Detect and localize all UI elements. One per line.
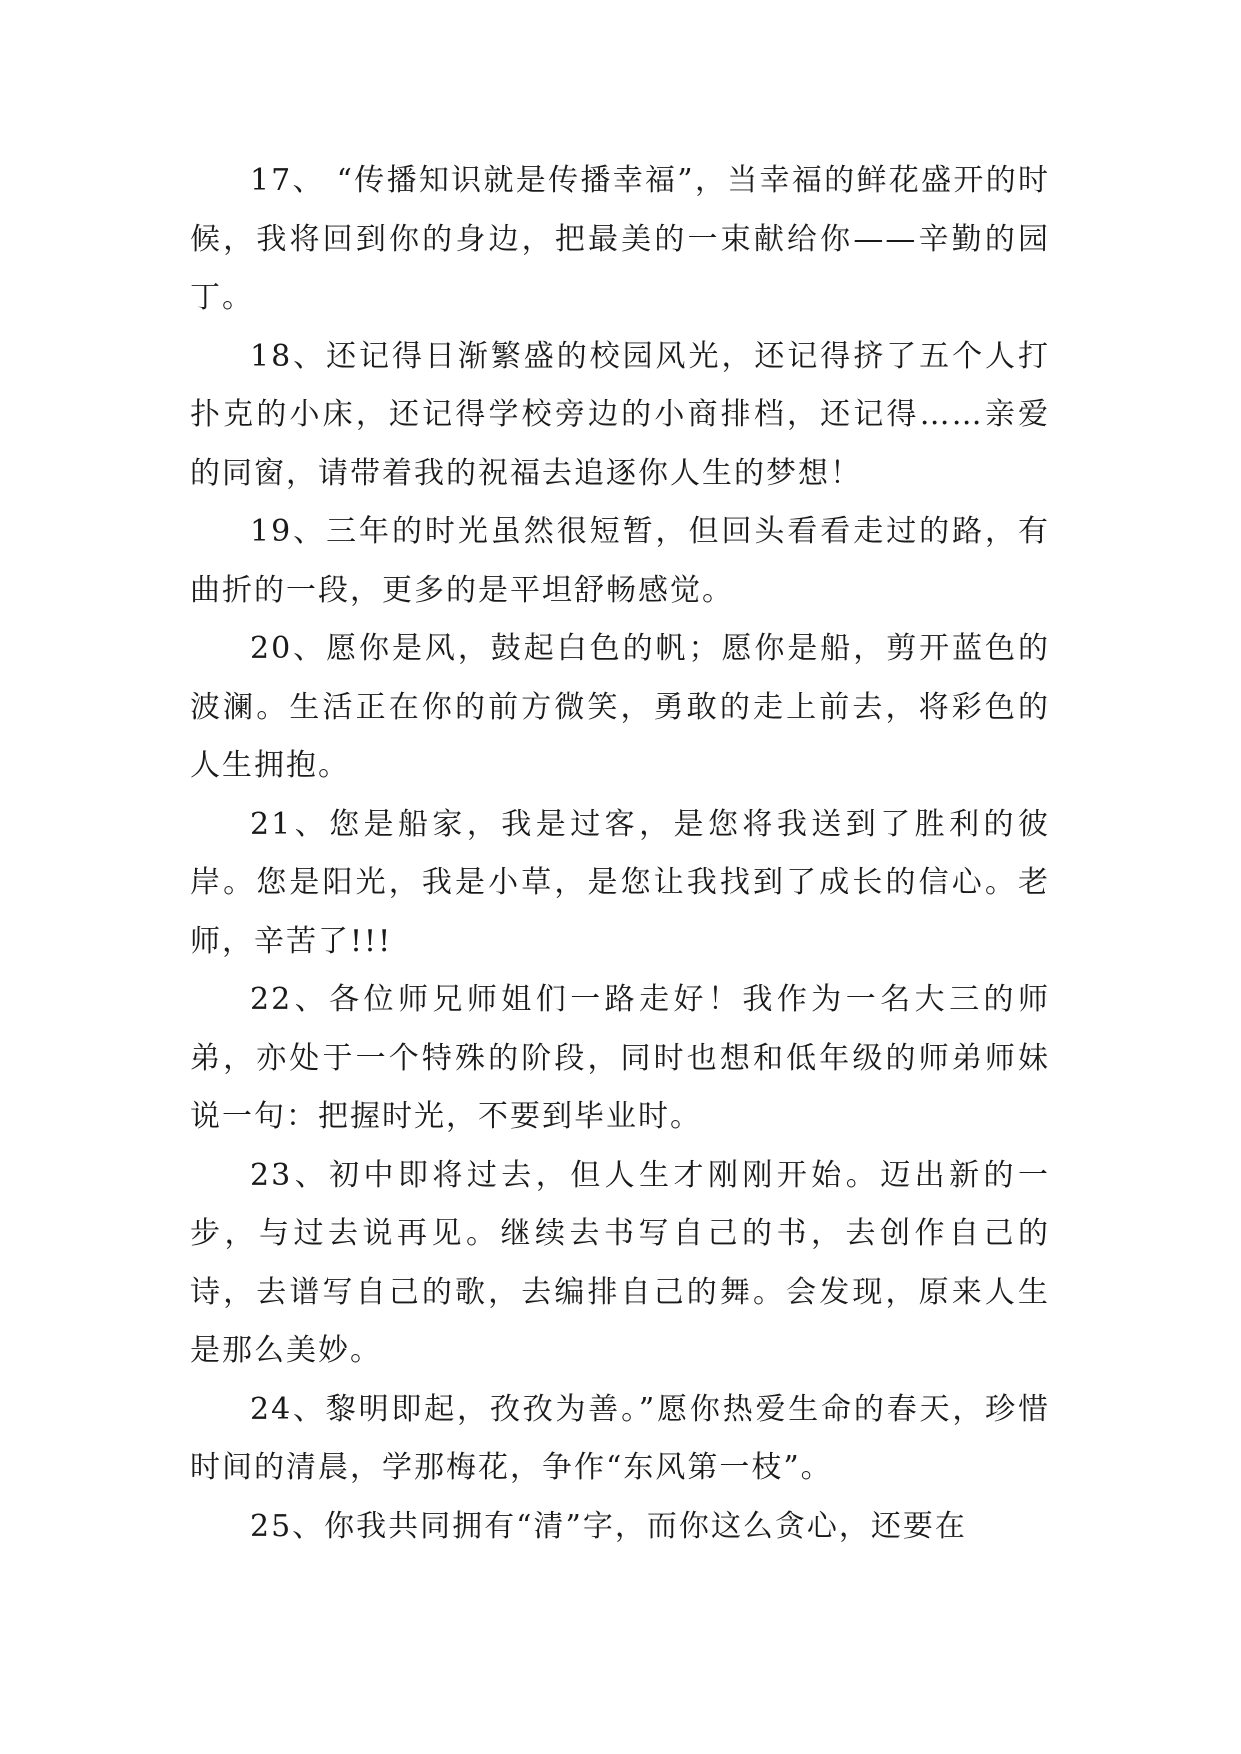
paragraph-18: 18、还记得日渐繁盛的校园风光，还记得挤了五个人打扑克的小床，还记得学校旁边的小商排档，还记得……亲爱的同窗，请带着我的祝福去追逐你人生的梦想！ [190, 338, 1050, 491]
paragraph-22: 22、各位师兄师姐们一路走好！我作为一名大三的师弟，亦处于一个特殊的阶段，同时也想和低年级的师弟师妹说一句：把握时光，不要到毕业时。 [190, 982, 1050, 1134]
paragraph-23: 23、初中即将过去，但人生才刚刚开始。迈出新的一步，与过去说再见。继续去书写自己的书，去创作自己的诗，去谱写自己的歌，去编排自己的舞。会发现，原来人生是那么美妙。 [190, 1157, 1050, 1368]
paragraph-24: 24、黎明即起，孜孜为善。”愿你热爱生命的春天，珍惜时间的清晨，学那梅花，争作“东风第一枝”。 [190, 1391, 1050, 1485]
paragraph-19: 19、三年的时光虽然很短暂，但回头看看走过的路，有曲折的一段，更多的是平坦舒畅感觉。 [190, 514, 1050, 608]
paragraph-21: 21、您是船家，我是过客，是您将我送到了胜利的彼岸。您是阳光，我是小草，是您让我找到了成长的信心。老师，辛苦了!!! [190, 806, 1050, 959]
document-body [190, 152, 1050, 1556]
paragraph-25: 25、你我共同拥有“清”字，而你这么贪心，还要在 [250, 1508, 967, 1544]
paragraph-20: 20、愿你是风，鼓起白色的帆；愿你是船，剪开蓝色的波澜。生活正在你的前方微笑，勇敢的走上前去，将彩色的人生拥抱。 [190, 631, 1050, 783]
paragraph-17: 17、 “传播知识就是传播幸福”，当幸福的鲜花盛开的时候，我将回到你的身边，把最美的一束献给你——辛勤的园丁。 [190, 163, 1050, 315]
